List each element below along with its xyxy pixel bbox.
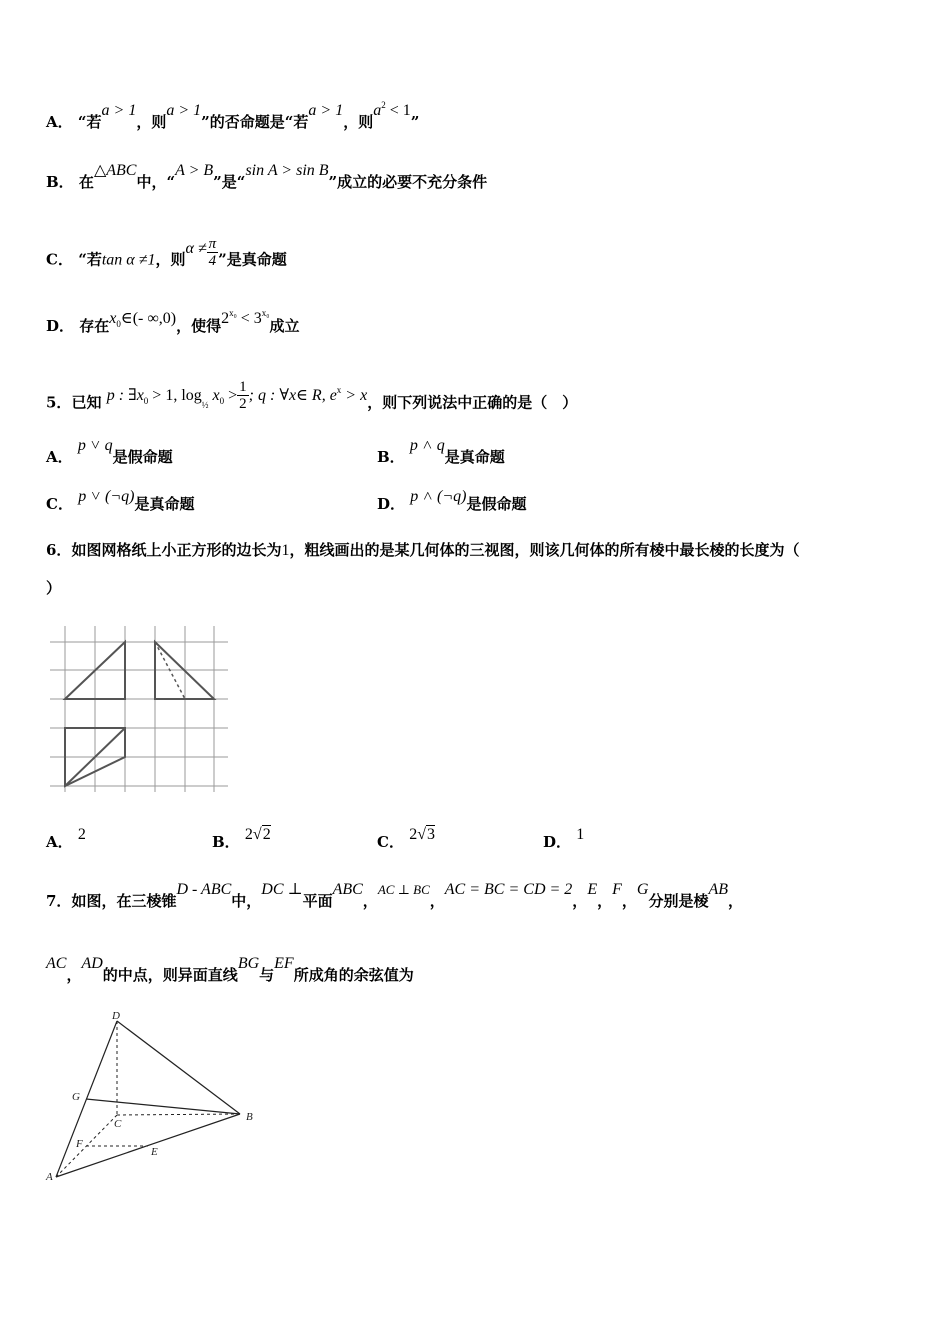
question-number: 7． — [46, 892, 72, 910]
option-label: D． — [46, 317, 75, 335]
math: $a^2 < 1$ — [373, 100, 411, 119]
label-g: G — [72, 1091, 80, 1103]
question-number: 6． — [46, 541, 72, 559]
q5-option-c: C． p ˅ (¬q)是真命题 — [46, 488, 195, 513]
option-label: A． — [46, 113, 73, 131]
q4-option-c: C． “若tan α ≠1，则α ≠ $\frac{\pi}{4}$ ”是真命题 — [46, 236, 287, 269]
q5-stem: 5．已知 p : $\exists x_0 > 1$, $\log_{\frac{1}{2}} x_0$ > $\frac{1}{2}$ ; q : ∀x∈ R, $e^x > x$，则下列说法中正确的是（ ） — [46, 379, 578, 412]
fraction: $\frac{1}{2}$ — [239, 379, 247, 412]
q7-stem-line2: AC，AD的中点，则异面直线BG与EF所成角的余弦值为 — [46, 955, 414, 984]
q5-option-d: D． p ˄ (¬q)是假命题 — [377, 488, 527, 513]
math: $2^{x_0} < 3^{x_0}$ — [221, 308, 270, 327]
math: a > 1 — [166, 102, 202, 119]
math: ; q : ∀x∈ R, $e^x > x$ — [248, 384, 368, 404]
pyramid-diagram — [40, 1005, 270, 1190]
q6-stem-end: ） — [46, 579, 62, 597]
q7-stem: 7．如图，在三棱锥D - ABC中，DC ⊥平面ABC，AC ⊥ BC，AC = BC = CD = 2，E，F，G分别是棱AB， — [46, 881, 744, 910]
option-label: B． — [46, 173, 74, 191]
label-f: F — [76, 1138, 83, 1150]
q4-option-a: A． “若a > 1，则a > 1”的否命题是“若a > 1，则$a^2 < 1$” — [46, 100, 420, 131]
label-d: D — [112, 1010, 120, 1022]
math: △ABC — [93, 162, 137, 179]
edge-DB — [117, 1021, 240, 1114]
q4-option-d: D． 存在$x_0\in(-$ ∞,0)，使得$2^{x_0} < 3^{x_0}$成立 — [46, 308, 300, 335]
segment-GB — [86, 1099, 240, 1114]
label-b: B — [246, 1111, 253, 1123]
math: tan α ≠1 — [101, 251, 156, 269]
math: $x_0\in(-$ ∞,0) — [109, 310, 177, 329]
math: a > 1 — [308, 102, 344, 119]
math: A > B — [175, 162, 214, 179]
q5-option-a: A． p ˅ q是假命题 — [46, 437, 173, 466]
q6-stem: 6．如图网格纸上小正方形的边长为1，粗线画出的是某几何体的三视图，则该几何体的所有棱中最长棱的长度为（ — [46, 541, 800, 559]
math: sin A > sin B — [245, 162, 329, 179]
q6-option-a: A． 2 — [46, 826, 86, 851]
edge-CB — [117, 1114, 240, 1115]
grid — [50, 626, 228, 792]
math: p : $\exists x_0 > 1$, $\log_{\frac{1}{2}} x_0$ > — [106, 386, 238, 410]
q5-option-b: B． p ˄ q是真命题 — [377, 437, 505, 466]
q6-option-c: C． 2√3 — [377, 826, 435, 851]
math: α ≠ — [185, 239, 207, 257]
fraction: $\frac{\pi}{4}$ — [208, 236, 217, 269]
question-number: 5． — [46, 393, 72, 412]
q4-option-b: B． 在△ABC中，“A > B”是“sin A > sin B”成立的必要不充分条件 — [46, 162, 488, 191]
label-c: C — [114, 1118, 122, 1130]
label-a: A — [46, 1171, 53, 1183]
math: a > 1 — [101, 102, 137, 119]
label-e: E — [151, 1146, 158, 1158]
q6-option-b: B． 2√2 — [212, 826, 271, 851]
option-label: C． — [46, 250, 73, 269]
three-view-diagram — [48, 624, 232, 796]
q6-option-d: D． 1 — [543, 826, 585, 851]
